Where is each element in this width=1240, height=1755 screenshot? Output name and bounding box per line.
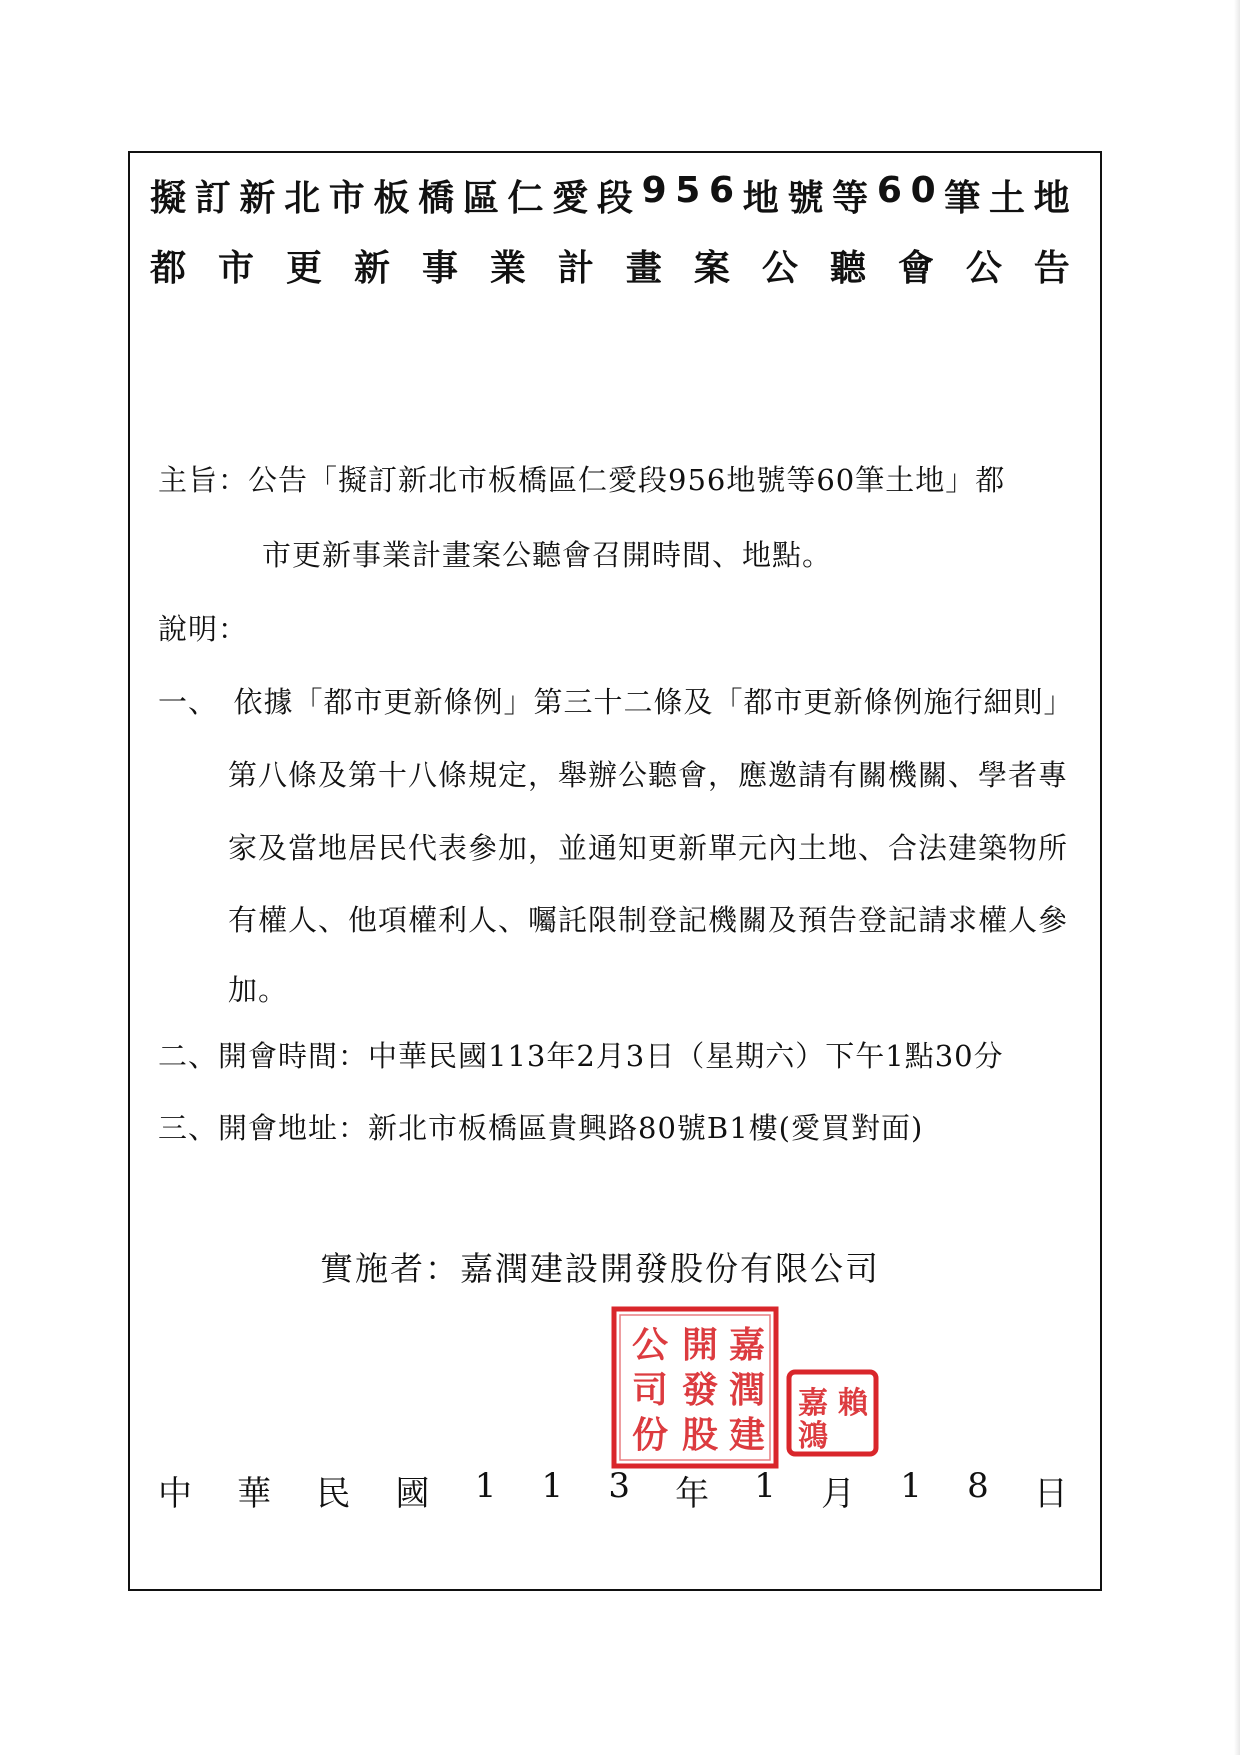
- explanation-label: 說明：: [158, 612, 249, 646]
- subject-line2: 市更新事業計畫案公聽會召開時間、地點。: [262, 538, 833, 572]
- notice-title-line1: 擬 訂 新 北 市 板 橋 區 仁 愛 段 9 5 6 地 號 等 6 0 筆 土 地: [150, 170, 1070, 219]
- svg-text:嘉: 嘉: [798, 1386, 828, 1421]
- svg-text:鴻: 鴻: [798, 1419, 828, 1454]
- item1-line3: 家及當地居民代表參加，並通知更新單元內土地、合法建築物所: [228, 831, 1069, 865]
- scan-edge-shadow: [1234, 0, 1240, 1755]
- svg-text:潤: 潤: [728, 1369, 766, 1411]
- item1-line4: 有權人、他項權利人、囑託限制登記機關及預告登記請求權人參: [228, 903, 1069, 937]
- item3-meeting-address: 三、開會地址：新北市板橋區貴興路80號B1樓(愛買對面): [158, 1111, 924, 1145]
- item2-meeting-time: 二、開會時間：中華民國113年2月3日（星期六）下午1點30分: [158, 1039, 1004, 1073]
- svg-text:賴: 賴: [838, 1386, 868, 1421]
- subject-line1: 主旨：公告「擬訂新北市板橋區仁愛段956地號等60筆土地」都: [158, 463, 1006, 497]
- svg-text:股: 股: [681, 1414, 719, 1456]
- svg-text:公: 公: [631, 1324, 669, 1366]
- svg-text:司: 司: [631, 1369, 669, 1411]
- svg-text:建: 建: [728, 1414, 766, 1456]
- svg-text:份: 份: [631, 1414, 669, 1456]
- svg-text:發: 發: [681, 1369, 719, 1411]
- item1-line2: 第八條及第十八條規定，舉辦公聽會，應邀請有關機關、學者專: [228, 758, 1069, 792]
- notice-title-line2: 都 市 更 新 事 業 計 畫 案 公 聽 會 公 告: [150, 248, 1070, 289]
- representative-seal-stamp: [785, 1368, 880, 1458]
- item1-line5: 加。: [228, 973, 289, 1007]
- implementer-line: 實施者：嘉潤建設開發股份有限公司: [320, 1249, 880, 1288]
- svg-text:嘉: 嘉: [728, 1324, 766, 1366]
- svg-text:開: 開: [681, 1324, 719, 1366]
- item1-line1: 一、 依據「都市更新條例」第三十二條及「都市更新條例施行細則」: [158, 685, 1074, 719]
- notice-date: 中 華 民 國 1 1 3 年 1 月 1 8 日: [158, 1466, 1068, 1514]
- company-seal-stamp: [610, 1305, 780, 1470]
